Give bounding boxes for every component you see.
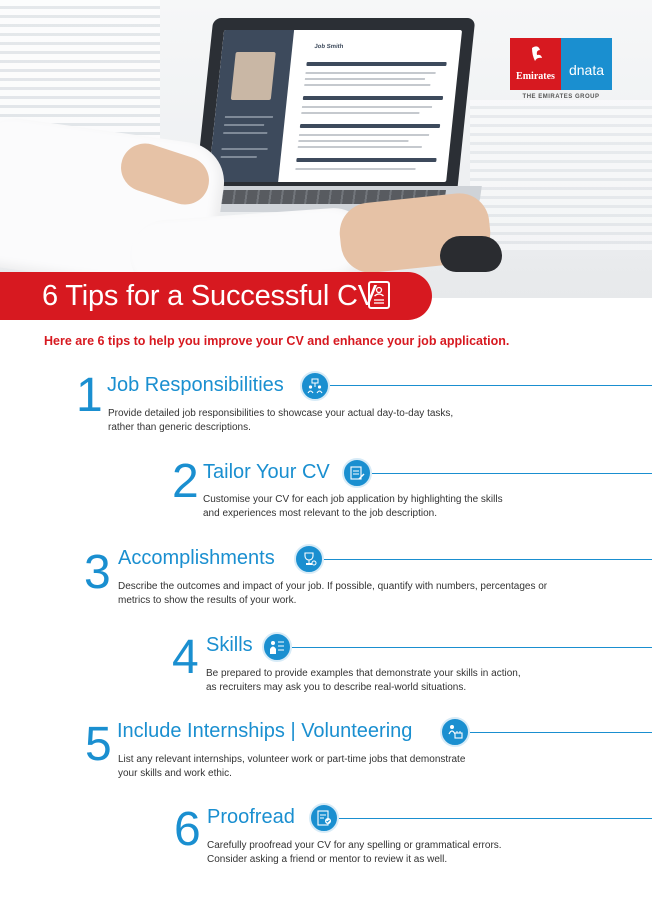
hero-photo bbox=[0, 0, 652, 298]
intro-text: Here are 6 tips to help you improve your CV and enhance your job application. bbox=[44, 334, 510, 348]
title-banner bbox=[0, 272, 432, 320]
tip-number: 2 bbox=[172, 455, 199, 508]
tip-divider bbox=[324, 559, 652, 560]
tip-description: Customise your CV for each job application by highlighting the skills bbox=[203, 494, 503, 505]
tip-description: rather than generic descriptions. bbox=[108, 422, 251, 433]
tip-description: Carefully proofread your CV for any spelling or grammatical errors. bbox=[207, 840, 502, 851]
computer-mouse bbox=[440, 236, 502, 272]
tip-divider bbox=[330, 385, 652, 386]
tip-title: Accomplishments bbox=[118, 547, 275, 569]
tip-description: Consider asking a friend or mentor to review it as well. bbox=[207, 854, 448, 865]
tip-number: 3 bbox=[84, 546, 111, 599]
tip-number: 1 bbox=[76, 369, 103, 422]
dnata-logo bbox=[561, 38, 612, 90]
tip-description: your skills and work ethic. bbox=[118, 768, 232, 779]
page-title: 6 Tips for a Successful CV bbox=[42, 280, 377, 312]
tip-description: Provide detailed job responsibilities to showcase your actual day-to-day tasks, bbox=[108, 408, 454, 419]
tip-title: Tailor Your CV bbox=[203, 461, 330, 483]
team-icon bbox=[300, 371, 330, 401]
tip-description: as recruiters may ask you to describe real-world situations. bbox=[206, 682, 467, 693]
tip-description: metrics to show the results of your work. bbox=[118, 595, 297, 606]
tip-divider bbox=[339, 818, 652, 819]
tip-title: Include Internships | Volunteering bbox=[117, 720, 413, 742]
emirates-wordmark: Emirates bbox=[516, 71, 555, 82]
laptop-screen bbox=[195, 18, 476, 196]
tip-description: and experiences most relevant to the job description. bbox=[203, 508, 438, 519]
tip-title: Skills bbox=[206, 634, 253, 656]
tip-number: 4 bbox=[172, 631, 199, 684]
proofread-icon bbox=[309, 803, 339, 833]
skills-checklist-icon bbox=[262, 632, 292, 662]
emirates-logo bbox=[510, 38, 561, 90]
tip-divider bbox=[372, 473, 652, 474]
cv-name: Job Smith bbox=[313, 44, 344, 50]
dnata-wordmark: dnata bbox=[568, 62, 605, 78]
tailor-cv-icon bbox=[342, 458, 372, 488]
tip-number: 5 bbox=[85, 718, 112, 771]
tip-divider bbox=[470, 732, 652, 733]
cv-document-icon bbox=[368, 281, 390, 309]
window-blinds-right bbox=[470, 100, 652, 250]
volunteer-icon bbox=[440, 717, 470, 747]
tip-number: 6 bbox=[174, 803, 201, 856]
tip-divider bbox=[292, 647, 652, 648]
tip-title: Job Responsibilities bbox=[107, 374, 284, 396]
cv-on-screen bbox=[208, 30, 462, 182]
group-tagline: THE EMIRATES GROUP bbox=[522, 94, 600, 100]
tip-description: Describe the outcomes and impact of your job. If possible, quantify with numbers, percentages or bbox=[118, 581, 548, 592]
award-icon bbox=[294, 544, 324, 574]
tip-description: List any relevant internships, volunteer work or part-time jobs that demonstrate bbox=[118, 754, 466, 765]
tip-title: Proofread bbox=[207, 806, 295, 828]
tip-description: Be prepared to provide examples that demonstrate your skills in action, bbox=[206, 668, 521, 679]
cv-photo bbox=[231, 52, 276, 100]
